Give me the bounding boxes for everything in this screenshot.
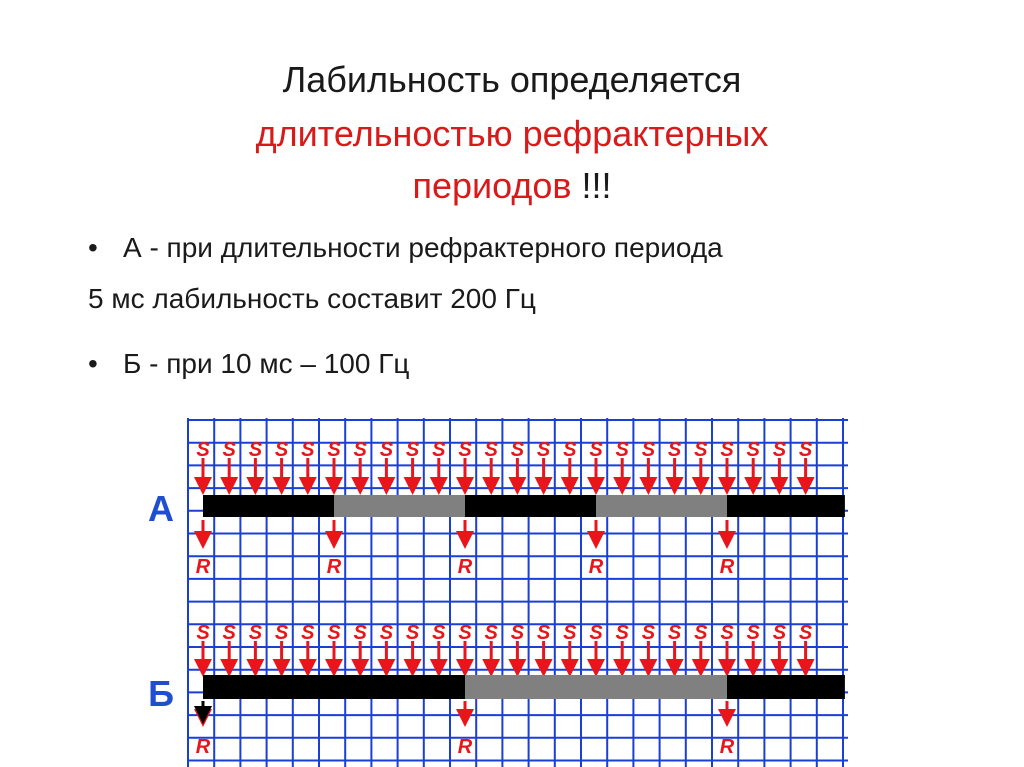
title-line-1: Лабильность определяется: [282, 59, 742, 100]
stimulus-label: S: [248, 439, 263, 461]
stimulus-label: S: [484, 439, 498, 461]
stimulus-label: S: [274, 439, 289, 461]
response-label: R: [326, 556, 342, 578]
segment-active: [203, 675, 465, 699]
stimulus-label: S: [720, 439, 734, 461]
stimulus-label: S: [484, 622, 498, 644]
stimulus-label: S: [615, 622, 629, 644]
stimulus-label: S: [615, 439, 629, 461]
title-line-2: длительностью рефрактерных: [255, 113, 769, 154]
segment-active: [727, 495, 845, 517]
segment-refractory: [465, 675, 727, 699]
row-label: Б: [148, 673, 174, 714]
stimulus-label: S: [248, 622, 263, 644]
stimulus-label: S: [641, 622, 656, 644]
segment-refractory: [596, 495, 727, 517]
stimulus-label: S: [353, 622, 367, 644]
stimulus-label: S: [720, 622, 734, 644]
segment-active: [727, 675, 845, 699]
response-label: R: [457, 556, 473, 578]
bullet-a-text: А - при длительности рефрактерного периода: [123, 232, 723, 263]
stimulus-label: S: [353, 439, 367, 461]
stimulus-label: S: [694, 439, 708, 461]
stimulus-label: S: [746, 439, 760, 461]
stimulus-label: S: [274, 622, 289, 644]
stimulus-label: S: [772, 439, 787, 461]
stimulus-label: S: [589, 439, 603, 461]
stimulus-label: S: [563, 622, 577, 644]
stimulus-label: S: [379, 622, 394, 644]
stimulus-label: S: [196, 622, 210, 644]
stimulus-label: S: [563, 439, 577, 461]
stimulus-label: S: [641, 439, 656, 461]
stimulus-label: S: [301, 439, 315, 461]
title-line-3-red: периодов: [412, 165, 572, 206]
stimulus-label: S: [405, 439, 420, 461]
response-label: R: [588, 556, 604, 578]
stimulus-label: S: [510, 622, 525, 644]
segment-refractory: [334, 495, 465, 517]
stimulus-label: S: [196, 439, 210, 461]
title-line-3-rest: !!!: [571, 165, 612, 206]
stimulus-label: S: [798, 439, 813, 461]
stimulus-label: S: [694, 622, 708, 644]
stimulus-label: S: [222, 439, 236, 461]
stimulus-label: S: [536, 622, 551, 644]
segment-active: [203, 495, 334, 517]
stimulus-label: S: [327, 439, 341, 461]
bullet-icon: •: [88, 348, 98, 379]
stimulus-label: S: [746, 622, 760, 644]
bullet-icon: •: [88, 232, 98, 263]
response-label: R: [719, 556, 735, 578]
stimulus-label: S: [536, 439, 551, 461]
row-label: А: [148, 488, 174, 529]
response-label: R: [719, 736, 735, 758]
stimulus-label: S: [405, 622, 420, 644]
stimulus-label: S: [432, 439, 446, 461]
response-label: R: [195, 736, 211, 758]
stimulus-label: S: [458, 439, 472, 461]
stimulus-label: S: [772, 622, 787, 644]
stimulus-label: S: [379, 439, 394, 461]
bullet-a-line-2: 5 мс лабильность составит 200 Гц: [88, 283, 536, 314]
stimulus-label: S: [222, 622, 236, 644]
stimulus-label: S: [589, 622, 603, 644]
stimulus-label: S: [667, 622, 682, 644]
stimulus-label: S: [301, 622, 315, 644]
segment-active: [465, 495, 596, 517]
response-label: R: [195, 556, 211, 578]
response-label: R: [457, 736, 473, 758]
stimulus-label: S: [510, 439, 525, 461]
stimulus-label: S: [667, 439, 682, 461]
stimulus-label: S: [458, 622, 472, 644]
stimulus-label: S: [327, 622, 341, 644]
stimulus-label: S: [432, 622, 446, 644]
bullet-b-text: Б - при 10 мс – 100 Гц: [123, 348, 410, 379]
stimulus-label: S: [798, 622, 813, 644]
diagram-marks: [148, 439, 845, 758]
